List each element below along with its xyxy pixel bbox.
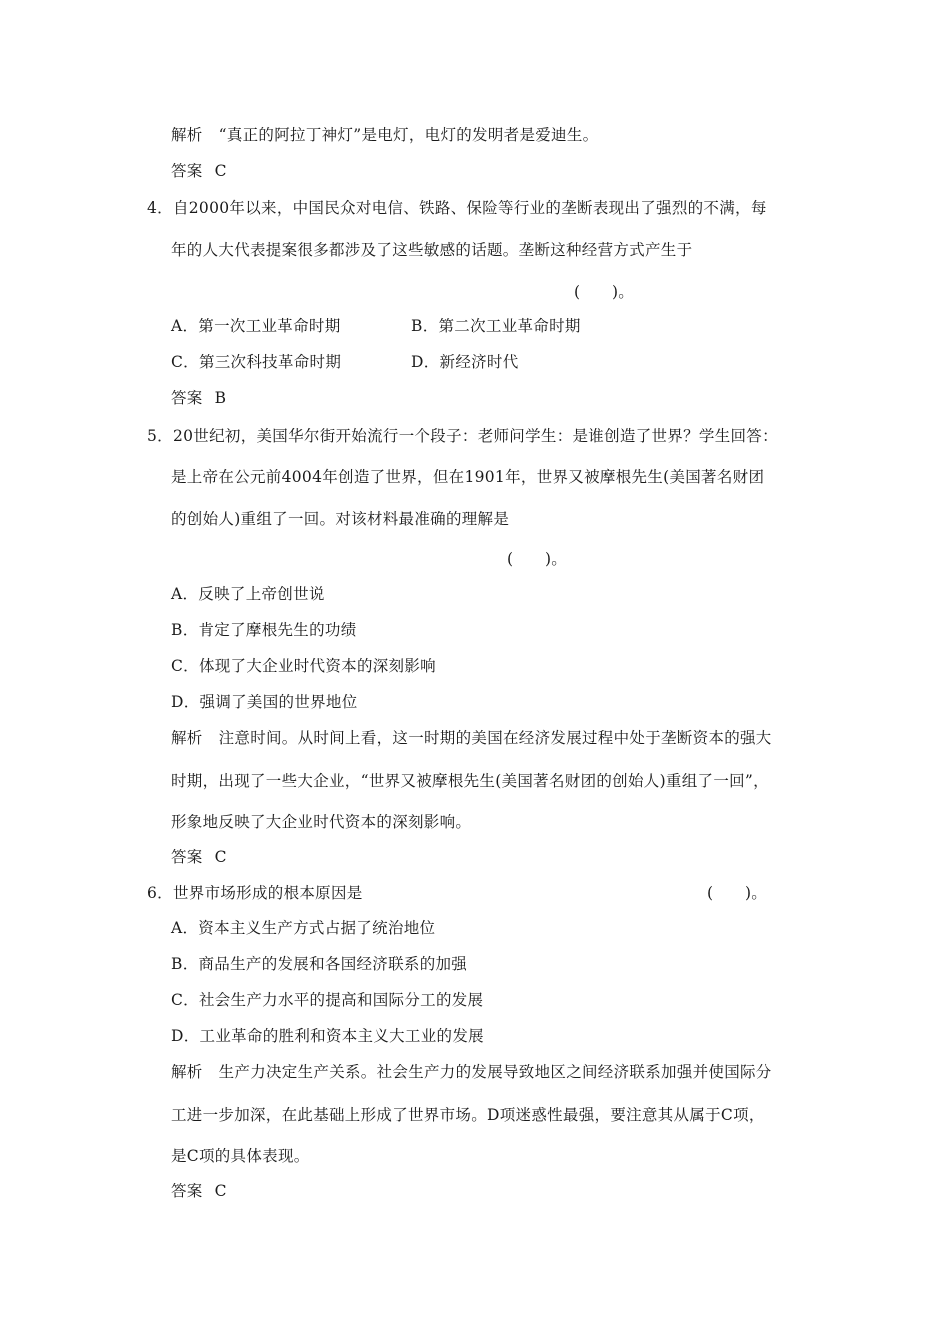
answer-label: 答案 (171, 1182, 203, 1200)
answer-label: 答案 (171, 848, 203, 866)
q6-option-d: D．工业革命的胜利和资本主义大工业的发展 (171, 1027, 484, 1045)
q5-stem-line-1 (147, 426, 778, 446)
question-stem: 20世纪初，美国华尔街开始流行一个段子：老师问学生：是谁创造了世界？学生回答： (172, 427, 778, 445)
q6-option-a: A．资本主义生产方式占据了统治地位 (171, 919, 436, 937)
q5-analysis-line-1 (171, 728, 772, 748)
q4-stem-line-1 (147, 198, 767, 218)
q4-answer-blank: ( )。 (574, 283, 635, 301)
q4-option-b: B．第二次工业革命时期 (411, 317, 581, 335)
question-number: 4． (147, 199, 173, 217)
question-stem: 自2000年以来，中国民众对电信、铁路、保险等行业的垄断表现出了强烈的不满，每 (172, 199, 767, 217)
q4-answer-line (171, 388, 226, 408)
q5-analysis-line-3: 形象地反映了大企业时代资本的深刻影响。 (171, 813, 472, 831)
q6-option-b: B．商品生产的发展和各国经济联系的加强 (171, 955, 468, 973)
q4-option-a: A．第一次工业革命时期 (171, 317, 341, 335)
answer-value: C (214, 1182, 227, 1200)
q5-stem-line-3: 的创始人)重组了一回。对该材料最准确的理解是 (171, 510, 510, 528)
q6-answer-blank: ( )。 (707, 884, 768, 902)
answer-value: C (214, 162, 227, 180)
q3-answer-line (171, 161, 227, 181)
q5-stem-line-2: 是上帝在公元前4004年创造了世界，但在1901年，世界又被摩根先生(美国著名财团 (171, 468, 765, 486)
answer-value: C (214, 848, 227, 866)
q3-analysis-line (171, 125, 598, 145)
q5-option-c: C．体现了大企业时代资本的深刻影响 (171, 657, 436, 675)
q6-stem-line (147, 883, 363, 903)
q5-answer-blank: ( )。 (507, 550, 568, 568)
question-stem: 世界市场形成的根本原因是 (172, 884, 363, 902)
q6-answer-line (171, 1181, 227, 1201)
q5-analysis-line-2: 时期，出现了一些大企业，“世界又被摩根先生(美国著名财团的创始人)重组了一回”， (171, 772, 769, 790)
q5-answer-line (171, 847, 227, 867)
q6-analysis-line-3: 是C项的具体表现。 (171, 1147, 310, 1165)
analysis-text: “真正的阿拉丁神灯”是电灯，电灯的发明者是爱迪生。 (218, 126, 599, 144)
analysis-label: 解析 (171, 1063, 203, 1081)
answer-value: B (214, 389, 227, 407)
q5-option-a: A．反映了上帝创世说 (171, 585, 325, 603)
answer-label: 答案 (171, 389, 203, 407)
q5-option-b: B．肯定了摩根先生的功绩 (171, 621, 357, 639)
analysis-text: 生产力决定生产关系。社会生产力的发展导致地区之间经济联系加强并使国际分 (218, 1063, 772, 1081)
analysis-text: 注意时间。从时间上看，这一时期的美国在经济发展过程中处于垄断资本的强大 (218, 729, 772, 747)
question-number: 6． (147, 884, 173, 902)
q6-option-c: C．社会生产力水平的提高和国际分工的发展 (171, 991, 484, 1009)
analysis-label: 解析 (171, 126, 203, 144)
analysis-label: 解析 (171, 729, 203, 747)
answer-label: 答案 (171, 162, 203, 180)
question-number: 5． (147, 427, 173, 445)
q5-option-d: D．强调了美国的世界地位 (171, 693, 358, 711)
q4-option-c: C．第三次科技革命时期 (171, 353, 342, 371)
q6-analysis-line-2: 工进一步加深，在此基础上形成了世界市场。D项迷惑性最强，要注意其从属于C项， (171, 1106, 765, 1124)
q4-stem-line-2: 年的人大代表提案很多都涉及了这些敏感的话题。垄断这种经营方式产生于 (171, 241, 693, 259)
q6-analysis-line-1 (171, 1062, 772, 1082)
q4-option-d: D．新经济时代 (411, 353, 519, 371)
